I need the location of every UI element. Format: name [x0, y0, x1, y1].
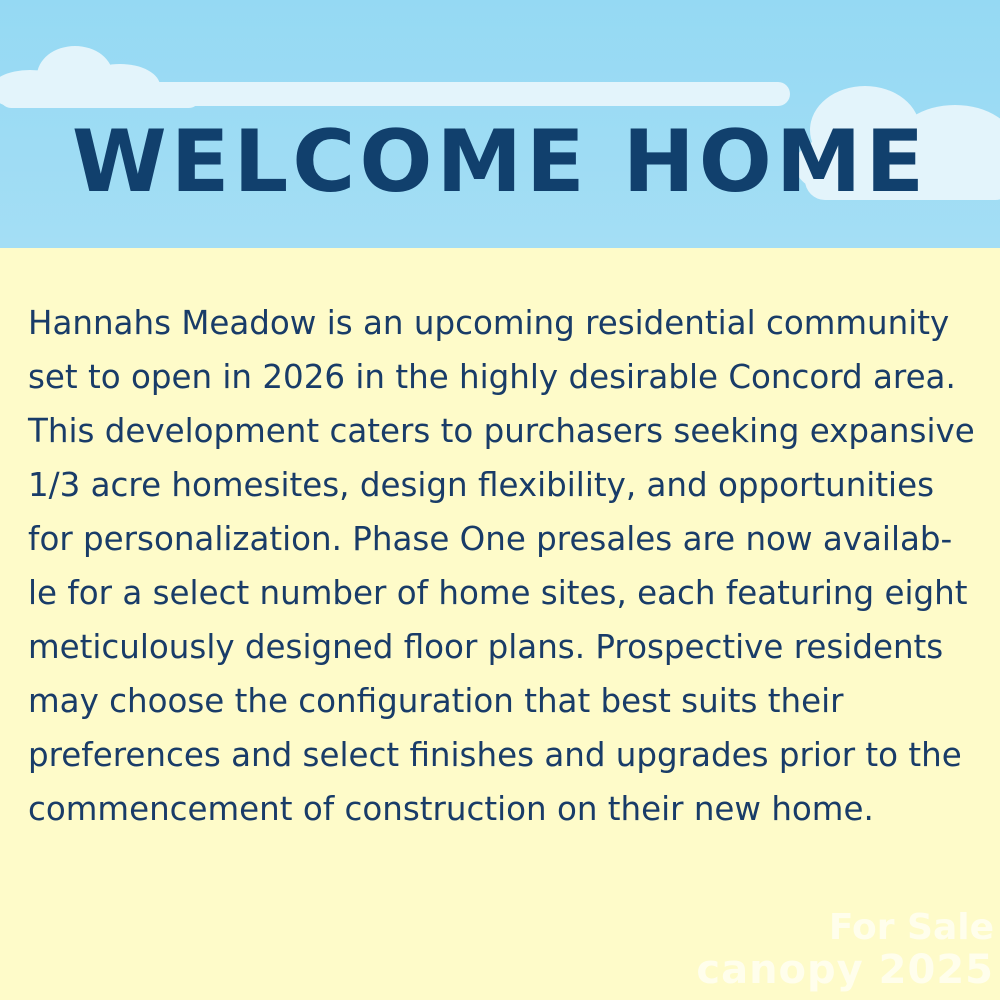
watermark-brand: canopy 2025 [696, 947, 994, 993]
cloud-left-icon [0, 38, 230, 108]
description-line: le for a select number of home sites, each featuring eight [28, 574, 968, 612]
description-line: preferences and select finishes and upgrades prior to the [28, 736, 962, 774]
description-line: set to open in 2026 in the highly desirable Concord area. [28, 358, 956, 396]
description-paragraph [28, 296, 988, 836]
watermark-status: For Sale [828, 907, 994, 948]
description-line: This development caters to purchasers seeking expansive [28, 412, 975, 450]
description-line: for personalization. Phase One presales are now availab- [28, 520, 953, 558]
page-title: WELCOME HOME [71, 112, 929, 212]
description-line: meticulously designed floor plans. Prospective residents [28, 628, 944, 666]
description-line: Hannahs Meadow is an upcoming residential community [28, 304, 950, 342]
sky-banner [0, 0, 1000, 248]
description-line: 1/3 acre homesites, design flexibility, and opportunities [28, 466, 935, 504]
description-line: may choose the configuration that best suits their [28, 682, 844, 720]
watermark [694, 908, 994, 992]
description-line: commencement of construction on their new home. [28, 790, 874, 828]
